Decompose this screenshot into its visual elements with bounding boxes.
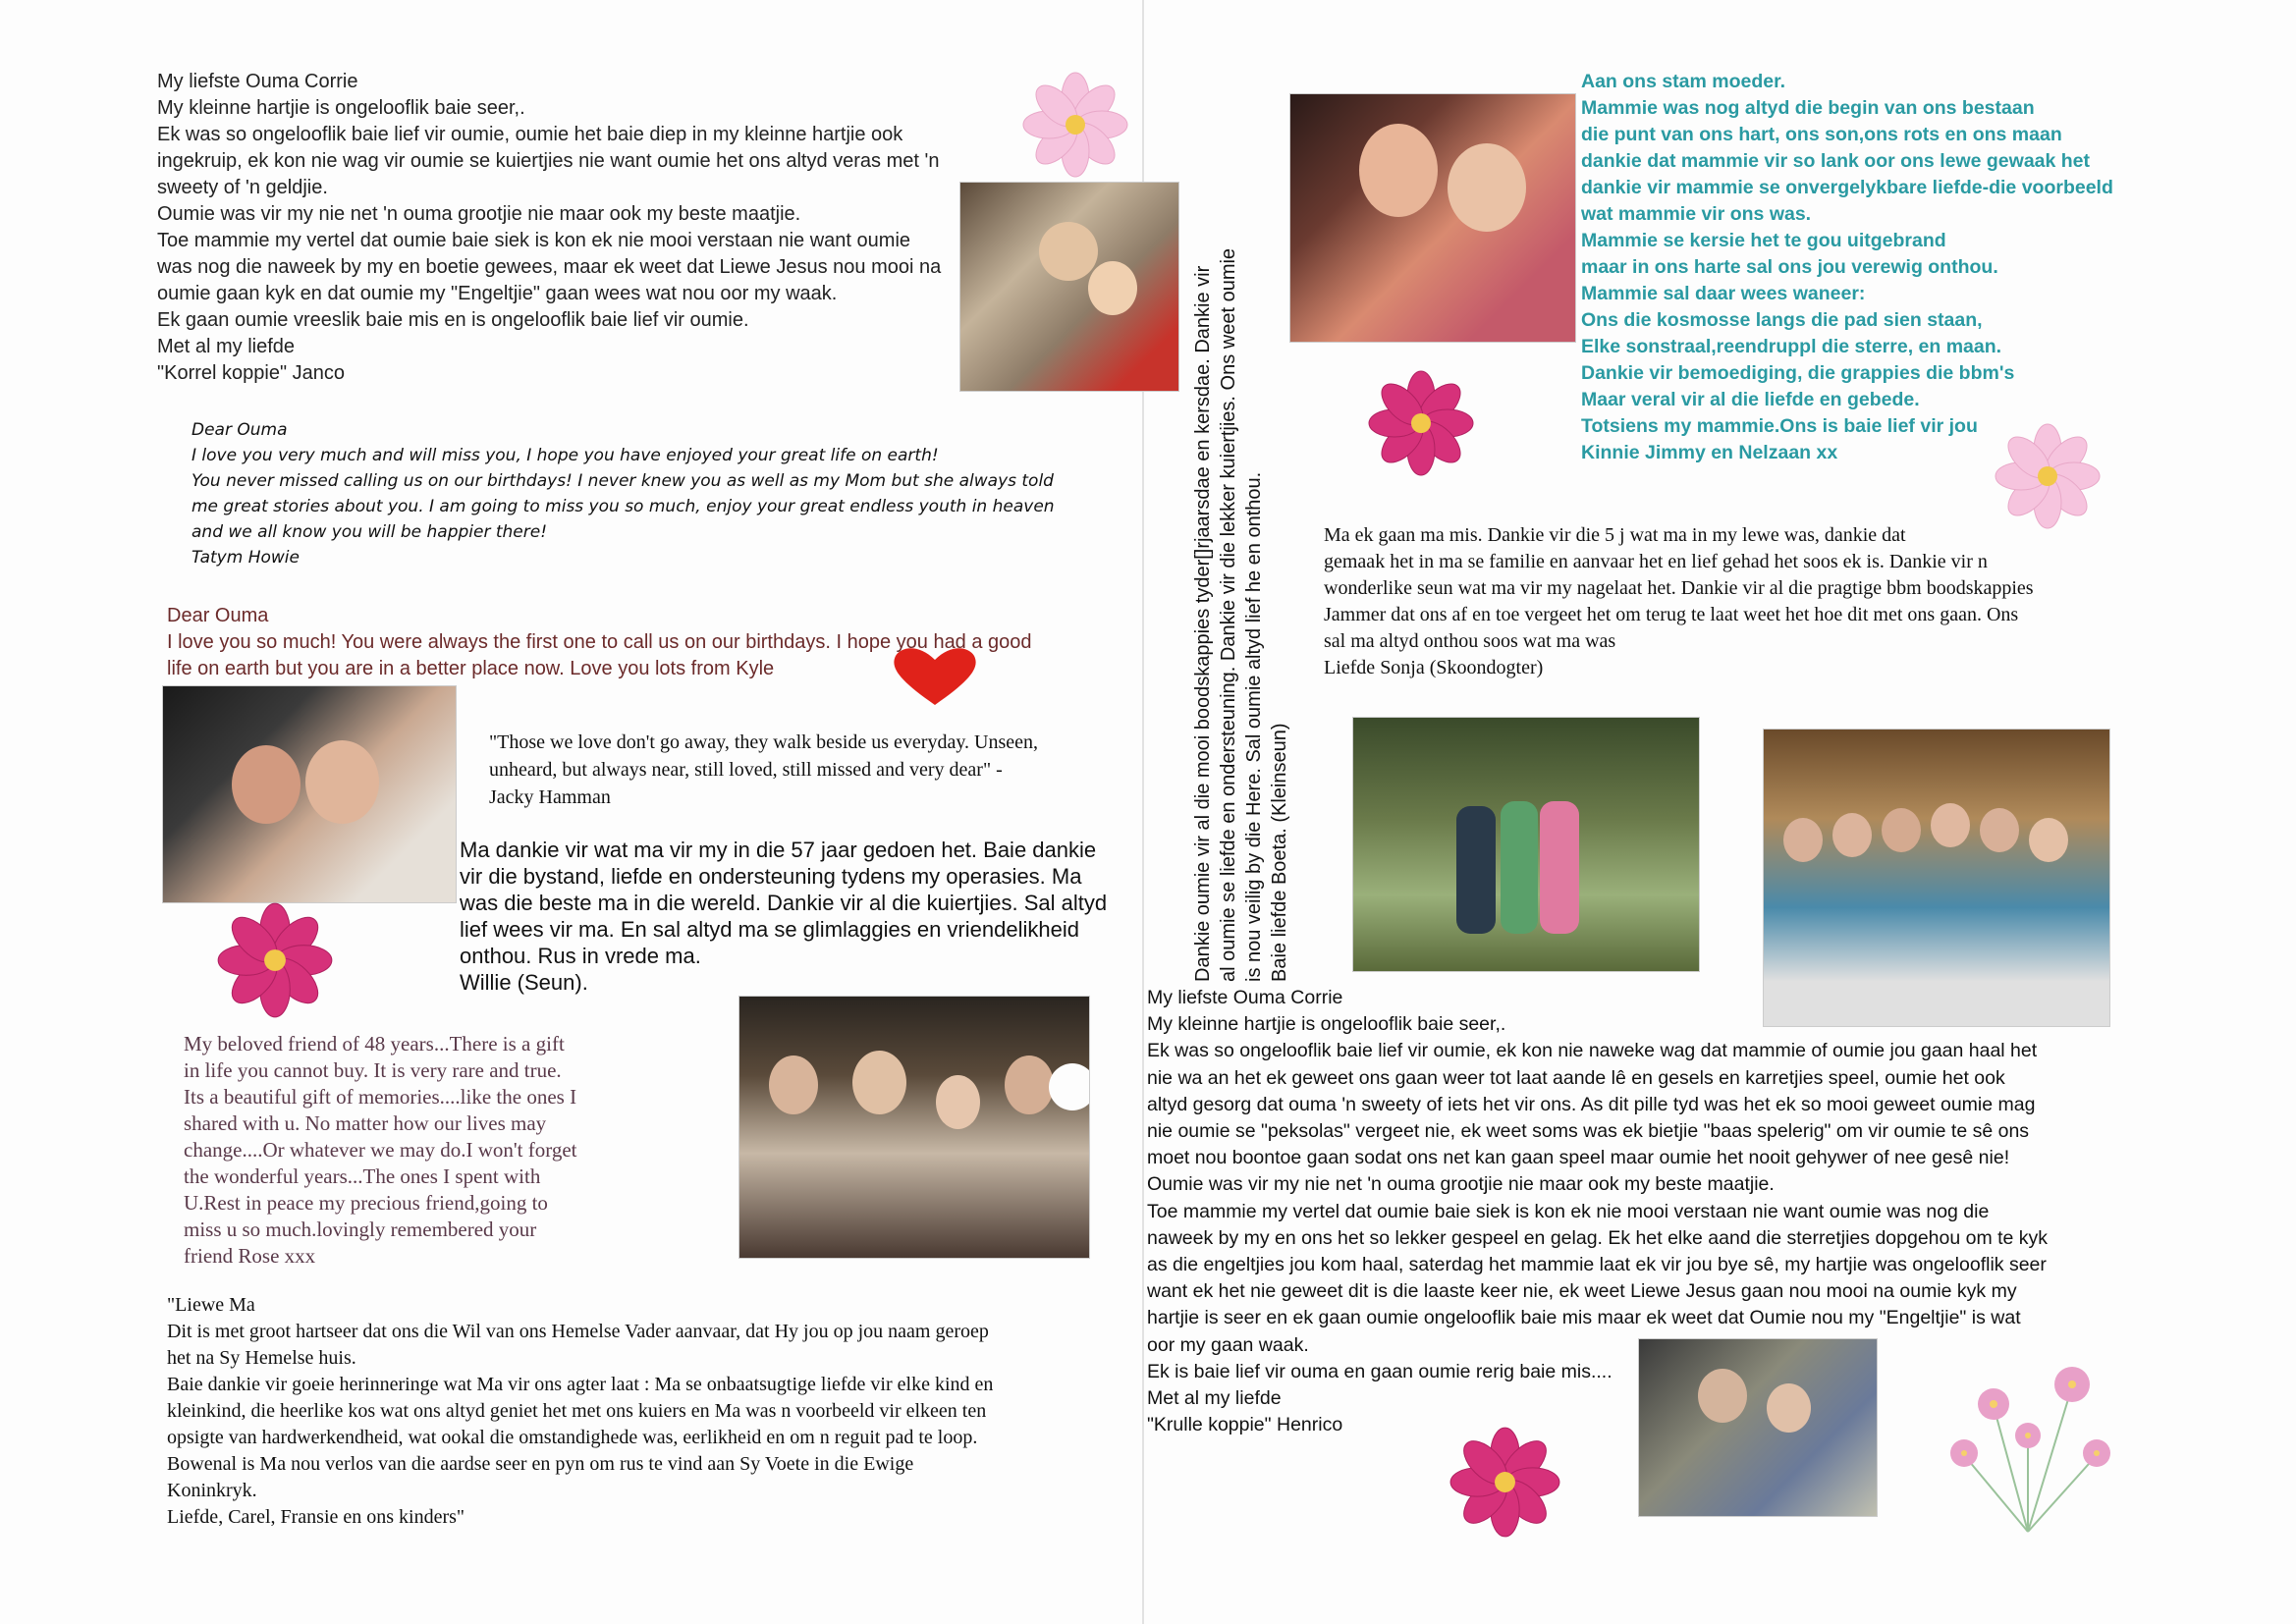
text-line: the wonderful years...The ones I spent with xyxy=(184,1164,541,1188)
text-line: Kinnie Jimmy en Nelzaan xx xyxy=(1581,442,1838,463)
text-line: Tatym Howie xyxy=(191,548,300,568)
text-line: is nou veilig by die Here. Sal oumie altyd lief he en onthou. xyxy=(1243,471,1265,982)
text-line: want ek het nie geweet dit is die laaste keer nie, ek weet Liewe Jesus gaan nou mooi na oumie kyk my xyxy=(1147,1280,2017,1303)
text-line: My kleinne hartjie is ongelooflik baie seer,. xyxy=(1147,1013,1506,1036)
cosmos-flower-light-icon xyxy=(1021,71,1129,179)
text-line: Totsiens my mammie.Ons is baie lief vir jou xyxy=(1581,415,1978,437)
text-line: het na Sy Hemelse huis. xyxy=(167,1347,356,1369)
boeta-letter-vertical xyxy=(1190,79,1292,982)
text-line: Dear Ouma xyxy=(191,420,288,440)
text-line: My kleinne hartjie is ongelooflik baie seer,. xyxy=(157,97,525,119)
henrico-letter xyxy=(1147,985,2048,1438)
willie-letter xyxy=(460,837,1107,996)
photo-henrico-with-ouma xyxy=(1638,1338,1878,1517)
text-line: lief wees vir ma. En sal altyd ma se glimlaggies en vriendelikheid xyxy=(460,917,1079,942)
text-line: Dear Ouma xyxy=(167,605,269,626)
text-line: al oumie se liefde en ondersteuning. Dankie vir die lekker kuiertjies. Ons weet oumie xyxy=(1218,247,1239,982)
text-line: was die beste ma in die wereld. Dankie vir al die kuiertjies. Sal altyd xyxy=(460,891,1108,915)
text-line: Oumie was vir my nie net 'n ouma grootjie nie maar ook my beste maatjie. xyxy=(1147,1173,1775,1196)
cosmos-flower-pink-icon xyxy=(1449,1426,1561,1539)
text-line: wonderlike seun wat ma vir my nagelaat het. Dankie vir al die pragtige bbm boodskappies xyxy=(1324,577,2034,599)
text-line: sweety of 'n geldjie. xyxy=(157,177,328,198)
text-line: Liefde Sonja (Skoondogter) xyxy=(1324,657,1544,678)
text-line: vir die bystand, liefde en ondersteuning tydens my operasies. Ma xyxy=(460,864,1082,889)
text-line: in life you cannot buy. It is very rare and true. xyxy=(184,1058,562,1082)
jacky-quote xyxy=(489,729,1038,811)
photo-jacky-with-ouma xyxy=(162,685,457,903)
text-line: Jammer dat ons af en toe vergeet het om terug te laat weet het hoe dit met ons gaan. Ons xyxy=(1324,604,2019,625)
text-line: Ek was so ongelooflik baie lief vir oumie, oumie het baie diep in my kleinne hartjie ook xyxy=(157,124,903,145)
stam-moeder-poem xyxy=(1581,69,2113,466)
text-line: Mammie was nog altyd die begin van ons bestaan xyxy=(1581,97,2035,119)
text-line: Toe mammie my vertel dat oumie baie siek is kon ek nie mooi verstaan nie want oumie xyxy=(157,230,911,251)
text-line: nie oumie se "peksolas" vergeet nie, ek weet soms was ek bietjie "baas spelerig" om vir oumie te sê ons xyxy=(1147,1120,2030,1143)
photo-janco-with-ouma xyxy=(959,182,1179,392)
text-line: kleinkind, die heerlike kos wat ons altyd geniet het met ons kuiers en Ma was n voorbeeld vir elkeen ten xyxy=(167,1400,987,1422)
text-line: I love you very much and will miss you, I hope you have enjoyed your great life on earth! xyxy=(191,446,939,465)
text-line: Mammie se kersie het te gou uitgebrand xyxy=(1581,230,1946,251)
text-line: and we all know you will be happier there! xyxy=(191,522,548,542)
text-line: My liefste Ouma Corrie xyxy=(1147,987,1343,1008)
text-line: shared with u. No matter how our lives may xyxy=(184,1111,547,1135)
text-line: "Korrel koppie" Janco xyxy=(157,362,345,384)
text-line: change....Or whatever we may do.I won't forget xyxy=(184,1138,577,1162)
text-line: Dit is met groot hartseer dat ons die Wil van ons Hemelse Vader aanvaar, dat Hy jou op jou naam geroep xyxy=(167,1321,989,1342)
text-line: Dankie oumie vir al die mooi boodskappies tyder[]rjaarsdae en kersdae. Dankie vir xyxy=(1192,265,1214,982)
text-line: Maar veral vir al die liefde en gebede. xyxy=(1581,389,1920,410)
text-line: Elke sonstraal,reendruppl die sterre, en maan. xyxy=(1581,336,2002,357)
text-line: Liefde, Carel, Fransie en ons kinders" xyxy=(167,1506,465,1528)
text-line: opsigte van hardwerkendheid, wat ookal die omstandighede was, eerlikheid en om n reguit pad te loop. xyxy=(167,1427,978,1448)
text-line: Toe mammie my vertel dat oumie baie siek is kon ek nie mooi verstaan nie want oumie was nog die xyxy=(1147,1200,1990,1222)
text-line: Met al my liefde xyxy=(1147,1387,1282,1410)
text-line: "Those we love don't go away, they walk beside us everyday. Unseen, xyxy=(489,731,1039,753)
cosmos-bouquet-icon xyxy=(1935,1347,2121,1534)
text-line: wat mammie vir ons was. xyxy=(1581,203,1812,225)
text-line: naweek by my en ons het so lekker gespeel en gelag. Ek het elke aand die sterretjies dopgehou om te kyk xyxy=(1147,1226,2049,1249)
text-line: ingekruip, ek kon nie wag vir oumie se kuiertjies nie want oumie het ons altyd veras met 'n xyxy=(157,150,940,172)
text-line: Baie dankie vir goeie herinneringe wat Ma vir ons agter laat : Ma se onbaatsugtige liefde vir elke kind en xyxy=(167,1374,994,1395)
text-line: My beloved friend of 48 years...There is a gift xyxy=(184,1032,565,1056)
cosmos-flower-pink-icon xyxy=(216,901,334,1019)
text-line: die punt van ons hart, ons son,ons rots en ons maan xyxy=(1581,124,2062,145)
text-line: Ek gaan oumie vreeslik baie mis en is ongelooflik baie lief vir oumie. xyxy=(157,309,749,331)
text-line: miss u so much.lovingly remembered your xyxy=(184,1218,537,1241)
text-line: Jacky Hamman xyxy=(489,786,611,808)
text-line: moet nou boontoe gaan sodat ons net kan gaan speel maar oumie het nooit gehywer of nee gesê nie! xyxy=(1147,1147,2010,1169)
cosmos-flower-pink-icon xyxy=(1367,369,1475,477)
text-line: "Krulle koppie" Henrico xyxy=(1147,1414,1343,1436)
text-line: Met al my liefde xyxy=(157,336,296,357)
carel-letter xyxy=(167,1292,993,1531)
text-line: dankie dat mammie vir so lank oor ons lewe gewaak het xyxy=(1581,150,2091,172)
text-line: oor my gaan waak. xyxy=(1147,1333,1309,1356)
text-line: unheard, but always near, still loved, still missed and very dear" - xyxy=(489,759,1003,781)
text-line: Willie (Seun). xyxy=(460,970,588,995)
text-line: My liefste Ouma Corrie xyxy=(157,71,358,92)
text-line: Bowenal is Ma nou verlos van die aardse seer en pyn om rus te vind aan Sy Voete in die Ewige xyxy=(167,1453,914,1475)
text-line: Aan ons stam moeder. xyxy=(1581,71,1786,92)
photo-mother-and-daughter xyxy=(1289,93,1576,343)
text-line: me great stories about you. I am going to miss you so much, enjoy your great endless youth in heaven xyxy=(191,497,1055,516)
text-line: onthou. Rus in vrede ma. xyxy=(460,944,701,968)
text-line: maar in ons harte sal ons jou verewig onthou. xyxy=(1581,256,1998,278)
text-line: Its a beautiful gift of memories....like the ones I xyxy=(184,1085,577,1109)
sonja-letter xyxy=(1324,522,2034,681)
text-line: Mammie sal daar wees waneer: xyxy=(1581,283,1866,304)
text-line: Oumie was vir my nie net 'n ouma grootjie nie maar ook my beste maatjie. xyxy=(157,203,801,225)
text-line: altyd gesorg dat ouma 'n sweety of iets het vir ons. As dit pille tyd was het ek so mooi geweet oumie mag xyxy=(1147,1093,2036,1115)
text-line: Ek was so ongelooflik baie lief vir oumie, ek kon nie naweke wag dat mammie of oumie jou gaan haal het xyxy=(1147,1040,2038,1062)
text-line: Dankie vir bemoediging, die grappies die bbm's xyxy=(1581,362,2015,384)
text-line: I love you so much! You were always the first one to call us on our birthdays. I hope you had a good xyxy=(167,631,1032,653)
text-line: Ma dankie vir wat ma vir my in die 57 jaar gedoen het. Baie dankie xyxy=(460,838,1097,862)
text-line: Ons die kosmosse langs die pad sien staan, xyxy=(1581,309,1983,331)
text-line: friend Rose xxx xyxy=(184,1244,316,1268)
text-line: U.Rest in peace my precious friend,going to xyxy=(184,1191,548,1215)
text-line: nie wa an het ek geweet ons gaan weer tot laat aande lê en gesels en karretjies speel, oumie het ook xyxy=(1147,1066,2005,1089)
text-line: hartjie is seer en ek gaan oumie ongelooflik baie mis maar ek weet dat Oumie nou my "Engeltjie" is wat xyxy=(1147,1307,2021,1329)
text-line: sal ma altyd onthou soos wat ma was xyxy=(1324,630,1616,652)
photo-family-group xyxy=(1763,729,2110,1027)
text-line: Koninkryk. xyxy=(167,1480,257,1501)
tatym-letter xyxy=(191,417,1055,570)
text-line: Ek is baie lief vir ouma en gaan oumie rerig baie mis.... xyxy=(1147,1360,1613,1382)
text-line: life on earth but you are in a better place now. Love you lots from Kyle xyxy=(167,658,775,679)
janco-letter xyxy=(157,69,941,387)
rose-letter xyxy=(184,1031,577,1270)
photo-rose-group xyxy=(738,996,1090,1259)
text-line: dankie vir mammie se onvergelykbare liefde-die voorbeeld xyxy=(1581,177,2113,198)
cosmos-flower-light-icon xyxy=(1994,422,2102,530)
text-line: Ma ek gaan ma mis. Dankie vir die 5 j wat ma in my lewe was, dankie dat xyxy=(1324,524,1906,546)
text-line: "Liewe Ma xyxy=(167,1294,255,1316)
text-line: oumie gaan kyk en dat oumie my "Engeltjie" gaan wees wat nou oor my waak. xyxy=(157,283,838,304)
text-line: was nog die naweek by my en boetie gewees, maar ek weet dat Liewe Jesus nou mooi na xyxy=(157,256,942,278)
text-line: You never missed calling us on our birthdays! I never knew you as well as my Mom but she always told xyxy=(191,471,1054,491)
photo-garden-couple xyxy=(1352,717,1700,972)
heart-icon xyxy=(890,646,980,707)
text-line: gemaak het in ma se familie en aanvaar het en lief gehad het soos ek is. Dankie vir n xyxy=(1324,551,1988,572)
text-line: as die engeltjies jou kom haal, saterdag het mammie laat ek vir jou bye sê, my hartjie was ongelooflik seer xyxy=(1147,1254,2047,1276)
text-line: Baie liefde Boeta. (Kleinseun) xyxy=(1269,723,1290,982)
